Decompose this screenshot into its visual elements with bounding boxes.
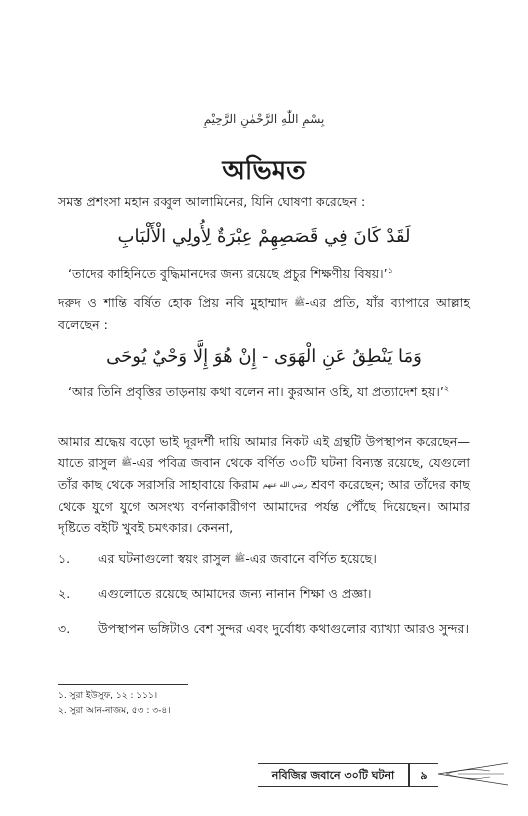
arabic-verse-2: وَمَا يَنْطِقُ عَنِ الْهَوَى - إِنْ هُوَ إِلَّا وَحْيٌ يُوحَى [106,346,422,367]
running-footer [258,763,438,787]
salutation-text-a: দরুদ ও শান্তি বর্ষিত হোক প্রিয় নবি মুহাম্মাদ [58,295,288,310]
arabic-verse-1: لَقَدْ كَانَ فِي قَصَصِهِمْ عِبْرَةٌ لِأُولِي الْأَلْبَابِ [117,226,411,247]
footnote-1: ১. সুরা ইউসুফ, ১২ : ১১১। [58,691,158,701]
footnote-divider [58,684,188,685]
verse-translation-2 [68,378,470,402]
page-number: ৯ [420,769,428,782]
list-item-text: এগুলোতে রয়েছে আমাদের জন্য নানান শিক্ষা ও প্রজ্ঞা। [98,586,372,601]
bismillah-calligraphy: بِسْمِ اللّٰهِ الرَّحْمٰنِ الرَّحِيْمِ [203,112,325,126]
salutation-paragraph [58,292,470,335]
list-item-text: উপস্থাপন ভঙ্গিটাও বেশ সুন্দর এবং দুর্বোধ্য কথাগুলোর ব্যাখ্যা আরও সুন্দর। [98,621,469,636]
list-item-number: ৩. [58,621,71,636]
decorative-flourish-icon [438,757,508,791]
intro-paragraph: সমস্ত প্রশংসা মহান রব্বুল আলামিনের, যিনি ঘোষণা করেছেন : [58,194,366,209]
list-item-text: এর ঘটনাগুলো স্বয়ং রাসুল ﷺ-এর জবানে বর্ণিত হয়েছে। [98,548,470,570]
radiallahu-glyph: رضي الله عنهم [263,481,307,489]
list-item [58,548,470,570]
endorsement-paragraph [58,431,470,538]
list-item-number: ২. [58,586,71,601]
pbuh-glyph: ﷺ [234,554,246,564]
footnote-2: ২. সুরা আন-নাজম, ৫৩ : ৩-৪। [58,706,171,716]
footnote-ref-1: ১ [387,266,393,275]
pbuh-glyph: ﷺ [121,458,133,468]
footnote-ref-2: ২ [443,384,450,393]
list-item-number: ১. [58,551,71,566]
list-item [58,618,470,639]
salutation-text-b: -এর প্রতি, যাঁর ব্যাপারে আল্লাহ বলেছেন : [58,295,470,332]
endorsement-text-b: -এর পবিত্র জবান থেকে বর্ণিত ৩০টি ঘটনা বিন্যস্ত রয়েছে, যেগুলো তাঁর কাছ থেকে সরাসরি সাহাবায়ে কিরাম [58,455,470,492]
list-item [58,583,470,604]
running-header-title: নবিজির জবানে ৩০টি ঘটনা [271,769,395,782]
verse-translation-1 [68,260,470,284]
endorsement-text-c: শ্রবণ করেছেন; আর তাঁদের কাছ থেকে যুগে যুগে অসংখ্য বর্ণনাকারীগণ আমাদের পর্যন্ত পৌঁছে দিয়েছেন। আমার দৃষ্টিতে বইটি খুবই চমৎকার। কেননা, [58,477,470,535]
pbuh-glyph: ﷺ [294,298,306,308]
verse-translation-1-text: ‘তাদের কাহিনিতে বুদ্ধিমানদের জন্য রয়েছে প্রচুর শিক্ষণীয় বিষয়।’ [68,266,388,282]
endorsement-text-a: আমার শ্রদ্ধেয় বড়ো ভাই দূরদর্শী দায়ি আমার নিকট এই গ্রন্থটি উপস্থাপন করেছেন—যাতে রাসুল [58,434,470,470]
verse-translation-2-text: ‘আর তিনি প্রবৃত্তির তাড়নায় কথা বলেন না। কুরআন ওহি, যা প্রত্যাদেশ হয়।’ [68,384,444,400]
page-title: অভিমত [222,156,306,186]
